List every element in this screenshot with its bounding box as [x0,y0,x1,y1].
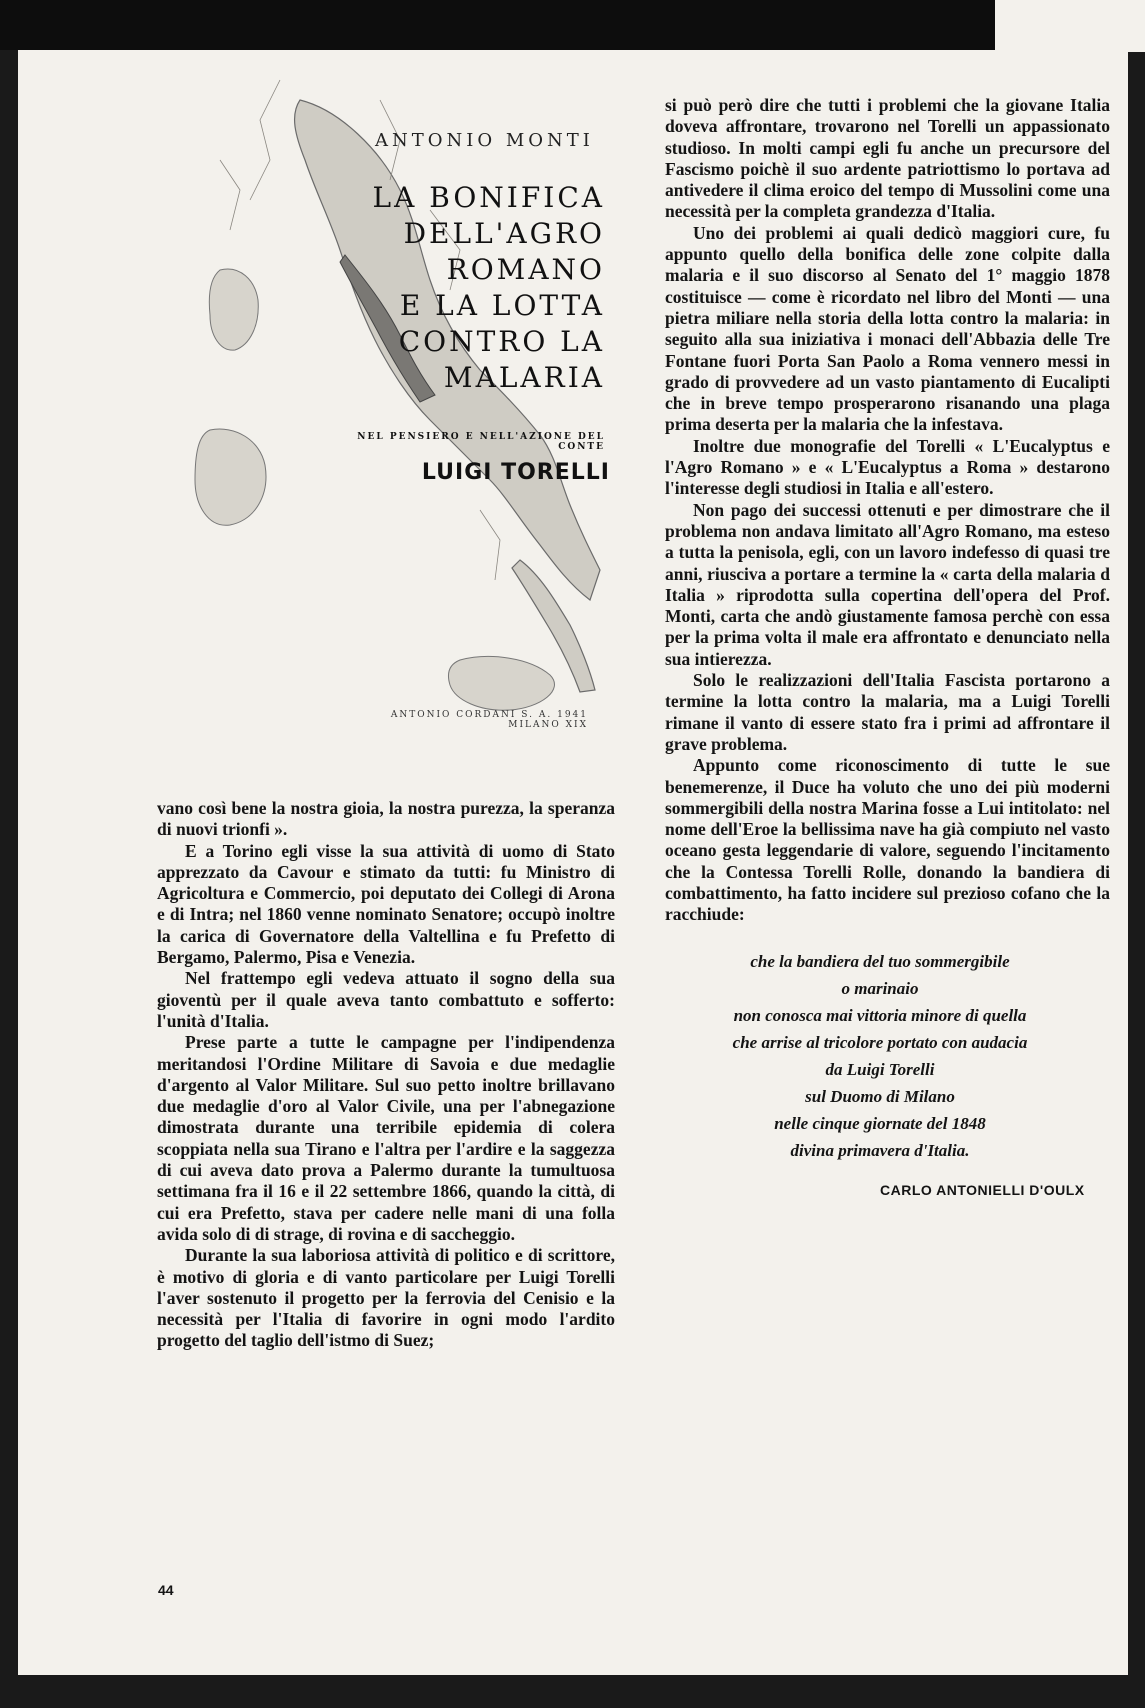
poem-line: divina primavera d'Italia. [790,1141,970,1160]
paragraph: Durante la sua laboriosa attività di politico e di scrittore, è motivo di gloria e di vanto particolare per Luigi Torelli l'aver sostenuto il progetto per la ferrovia del Cenisio e la necessità per l'Italia di favorire in ogni modo l'ardito progetto del taglio dell'istmo di Suez; [157,1245,615,1351]
poem-line: che arrise al tricolore portato con audacia [732,1033,1028,1052]
cover-author: ANTONIO MONTI [375,130,594,151]
cover-title-line: DELL'AGRO [403,217,605,250]
paragraph: Solo le realizzazioni dell'Italia Fascista portarono a termine la lotta contro la malaria, ma a Luigi Torelli rimane il vanto di essere stato fra i primi ad affrontare il grave problema. [665,670,1110,754]
paragraph: Inoltre due monografie del Torelli « L'Eucalyptus e l'Agro Romano » e « L'Eucalyptus a Roma » destarono l'interesse degli studiosi in Italia e all'estero. [665,435,1110,499]
poem-line: o marinaio [841,979,919,998]
cover-name: LUIGI TORELLI [421,460,610,485]
cover-subtitle: NEL PENSIERO E NELL'AZIONE DEL CONTE [357,432,605,452]
paragraph: Uno dei problemi ai quali dedicò maggiori cure, fu appunto quello della bonifica delle zone colpite dalla malaria e il suo discorso al Senato del 1° maggio 1878 costituisce — come è ricordato nel libro del Monti — una pietra miliare nella storia della lotta contro la malaria: in seguito alla sua iniziativa i monaci dell'Abbazia delle Tre Fontane fuori Porta San Paolo a Roma vennero messi in grado di provvedere ad un vasto piantamento di Eucalipti che in breve tempo prosperarono risanando una plaga prima deserta per la malaria che la infestava. [665,222,1110,435]
inscription-poem [660,948,1100,1164]
paragraph: E a Torino egli visse la sua attività di uomo di Stato apprezzato da Cavour e stimato da tutti: fu Ministro di Agricoltura e Commercio, poi deputato dei Collegi di Arona e di Intra; nel 1860 venne nominato Senatore; occupò inoltre la carica di Governatore della Valtellina e fu Prefetto di Bergamo, Palermo, Pisa e Venezia. [157,840,615,968]
scan-corner [995,0,1145,52]
cover-title-line: MALARIA [443,361,605,394]
left-column-text [157,798,615,1352]
author-signature: CARLO ANTONIELLI D'OULX [880,1182,1085,1198]
cover-title-line: ROMANO [446,253,605,286]
paragraph: Appunto come riconoscimento di tutte le sue benemerenze, il Duce ha voluto che uno dei più moderni sommergibili della nostra Marina fosse a Lui intitolato: nel nome dell'Eroe la bellissima nave ha già compiuto nel vasto oceano gesta leggendarie di valore, seguendo l'incitamento che la Contessa Torelli Rolle, donando la bandiera di combattimento, ha fatto incidere sul prezioso cofano che la racchiude: [665,755,1110,925]
cover-title-line: LA BONIFICA [372,181,605,214]
poem-line: da Luigi Torelli [825,1060,935,1079]
book-cover-illustration [100,40,630,760]
page-number: 44 [158,1582,174,1598]
poem-line: sul Duomo di Milano [805,1087,955,1106]
poem-line: che la bandiera del tuo sommergibile [750,952,1010,971]
cover-title-line: E LA LOTTA [399,289,605,322]
paragraph: Prese parte a tutte le campagne per l'indipendenza meritandosi l'Ordine Militare di Savoia e due medaglie d'argento al Valor Militare. Sul suo petto inoltre brillavano due medaglie d'oro al Valor Civile, una per l'abnegazione dimostrata durante una terribile epidemia di colera scoppiata nella sua Tirano e l'altra per l'ardire e la saggezza di cui aveva dato prova a Palermo durante la tumultuosa settimana fra il 16 e il 22 settembre 1866, quando la città, di cui era Prefetto, stava per cadere nelle mani di una folla avida solo di di strage, di rovina e di saccheggio. [157,1032,615,1244]
poem-line: nelle cinque giornate del 1848 [774,1114,986,1133]
right-column-text [665,95,1110,926]
paragraph: si può però dire che tutti i problemi che la giovane Italia doveva affrontare, trovarono nel Torelli un appassionato studioso. In molti campi egli fu anche un precursore del Fascismo poichè il suo ardente patriottismo lo portava ad antivedere il clima eroico del tempo di Mussolini come una necessità per la completa grandezza d'Italia. [665,95,1110,222]
poem-line: non conosca mai vittoria minore di quella [733,1006,1027,1025]
cover-publisher: ANTONIO CORDANI S. A. 1941 MILANO XIX [390,710,588,730]
paragraph: Non pago dei successi ottenuti e per dimostrare che il problema non andava limitato all'Agro Romano, ma esteso a tutta la penisola, egli, con un lavoro indefesso di quasi tre anni, riusciva a portare a termine la « carta della malaria d Italia » riprodotta sulla copertina dell'opera del Prof. Monti, carta che andò giustamente famosa perchè con essa per la prima volta il male era affrontato e denunciato nella sua intierezza. [665,499,1110,669]
cover-title-line: CONTRO LA [398,325,605,358]
paragraph: vano così bene la nostra gioia, la nostra purezza, la speranza di nuovi trionfi ». [157,798,615,840]
cover-title [265,180,605,396]
paragraph: Nel frattempo egli vedeva attuato il sogno della sua gioventù per il quale aveva tanto combattuto e sofferto: l'unità d'Italia. [157,968,615,1031]
